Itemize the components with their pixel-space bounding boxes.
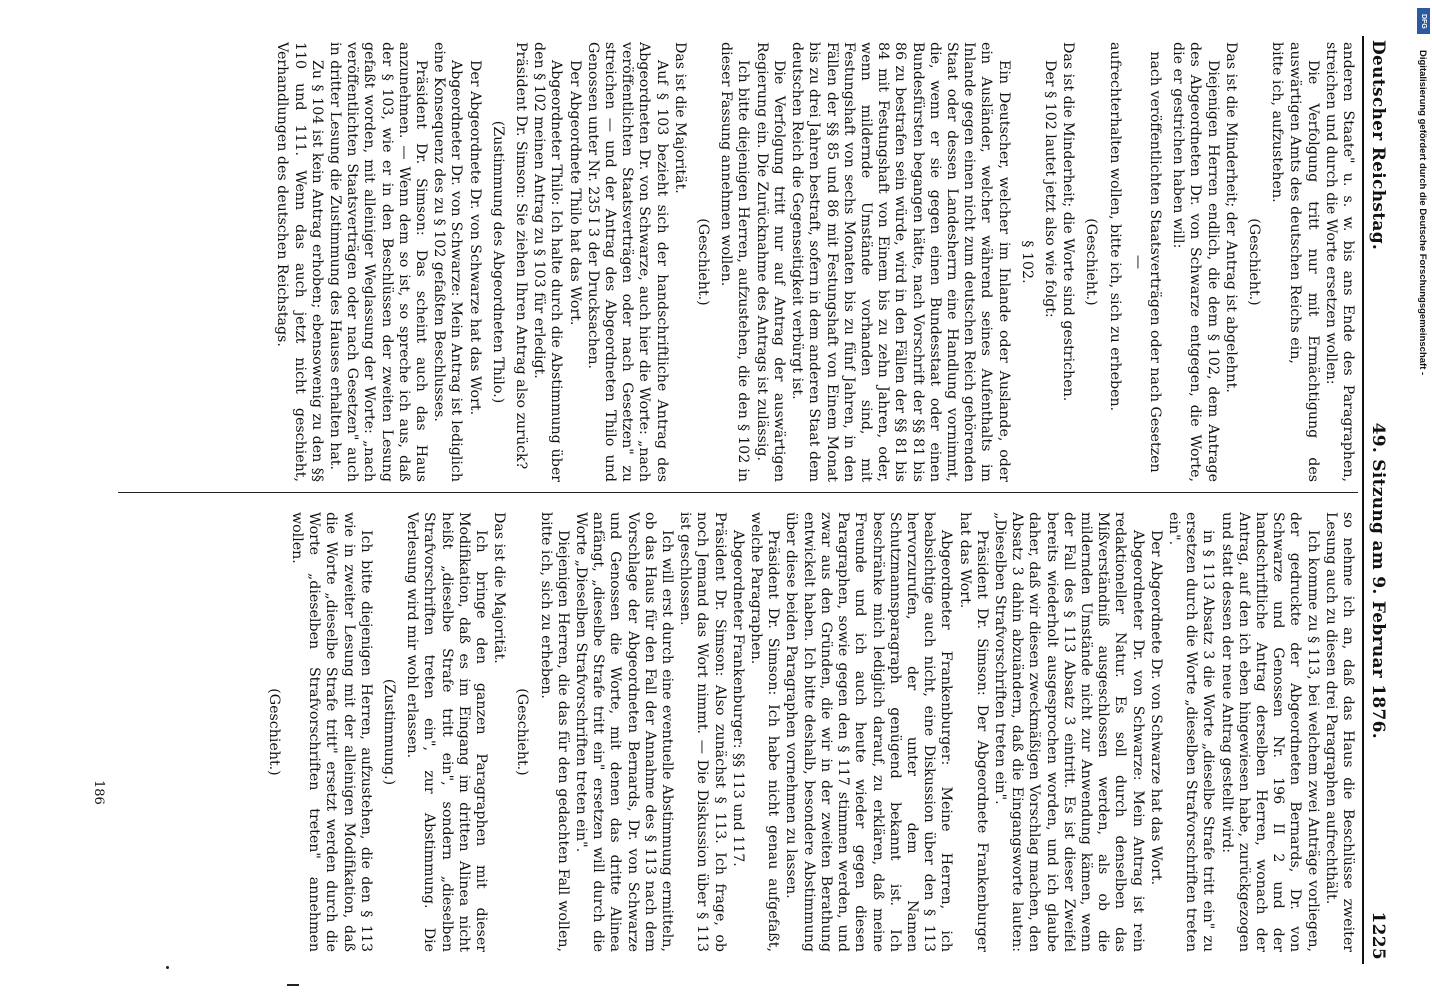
centered-line: (Geschieht.) <box>514 688 531 776</box>
left-column <box>86 42 1356 482</box>
centered-line: (Zustimmung.) <box>381 678 398 786</box>
paragraph: in § 113 Absatz 3 die Worte „dieselbe Strafe tritt ein" zu ersetzen durch die Worte „dieselben Strafvorschriften treten ein". <box>1165 512 1217 952</box>
centered-line: (Geschieht.) <box>1083 218 1100 306</box>
centered-line: § 102. <box>1018 240 1035 284</box>
paragraph: Das ist die Majorität. <box>491 512 508 664</box>
paragraph: bitte ich, aufzustehen. <box>1269 42 1286 203</box>
paragraph: aufrechterhalten wollen, bitte ich, sich zu erheben. <box>1106 42 1123 412</box>
paragraph: Abgeordneter Thilo: Ich halte durch die Abstimmung über den § 102 meinen Antrag zu § 103 für erledigt. <box>531 42 565 482</box>
paragraph: Die Verfolgung tritt nur mit Ermächtigung des auswärtigen Amts des deutschen Reichs ein, <box>1287 42 1321 482</box>
paragraph: Auf § 103 bezieht sich der handschriftliche Antrag des Abgeordneten Dr. von Schwarze, auch hier die Worte: „nach veröffentlichten Staatsverträgen oder nach Gesetzen" zu streichen — und der Antrag des Abgeordneten Thilo und Genossen unter Nr. 235 I 3 der Drucksachen. <box>584 42 670 482</box>
page-header <box>1368 40 1394 960</box>
header-left: Deutscher Reichstag. <box>1368 40 1388 251</box>
paragraph: Präsident Dr. Simson: Sie ziehen Ihren Antrag also zurück? <box>513 42 530 470</box>
paragraph: Das ist die Minderheit; die Worte sind gestrichen. <box>1060 42 1077 402</box>
paragraph: Präsident Dr. Simson: Der Abgeordnete Frankenburger hat das Wort. <box>956 512 990 952</box>
side-notice-text: Digitalisierung gefördert durch die Deutsche Forschungsgemeinschaft - <box>1417 50 1428 376</box>
paragraph: Der Abgeordnete Thilo hat das Wort. <box>566 60 583 326</box>
paragraph: Abgeordneter Dr. von Schwarze: Mein Antrag ist rein redaktioneller Natur. Es soll durch denselben das Mißverständniß ausgeschlossen werden, als ob die mildernden Umstände nicht zur Anwendung kämen, wenn der Fall des § 113 Absatz 3 eintritt. Es ist dieser Zweifel bereits wiederholt ausgesprochen worden, und ich glaube daher, daß wir diesen zweckmäßigen Vorschlag machen, den Absatz 3 dahin abzuändern, daß die Eingangsworte lauten: „Dieselben Strafvorschriften treten ein". <box>991 512 1146 952</box>
paragraph: Der Abgeordnete Dr. von Schwarze hat das Wort. <box>1147 530 1164 886</box>
header-center: 49. Sitzung am 9. Februar 1876. <box>1368 422 1388 740</box>
paragraph: Ein Deutscher, welcher im Inlande oder Auslande, oder ein Ausländer, welcher während seines Aufenthalts im Inlande gegen einen nicht zum deutschen Reich gehörenden Staat oder dessen Landesherrn eine Handlung vornimmt, die, wenn er sie gegen einen Bundesstaat oder einen Bundesfürsten begangen hätte, nach Vorschrift der §§ 81 bis 86 zu bestrafen sein würde, wird in den Fällen der §§ 81 bis 84 mit Festungshaft von Einem bis zu zehn Jahren, oder, wenn mildernde Umstände vorhanden sind, mit Festungshaft von sechs Monaten bis zu fünf Jahren, in den Fällen der §§ 85 und 86 mit Festungshaft von Einem Monat bis zu drei Jahren bestraft, sofern in dem anderen Staat dem deutschen Reich die Gegenseitigkeit verbürgt ist. <box>789 42 1012 482</box>
paragraph: Diejenigen Herren endlich, die dem § 102, dem Antrage des Abgeordneten Dr. von Schwarze entgegen, die Worte, die er gestrichen haben will: <box>1170 42 1221 482</box>
paragraph: Der Abgeordnete Dr. von Schwarze hat das Wort. <box>466 60 483 416</box>
signature-mark: 186 <box>91 780 106 805</box>
paragraph: Ich komme zu § 113, bei welchem zwei Anträge vorliegen, der gedruckte der Abgeordneten Bernards, Dr. von Schwarze und Genossen Nr. 196 II 2 und der handschriftliche Antrag derselben Herren, wonach der Antrag, auf den ich eben hingewiesen habe, zurückgezogen und statt dessen der neue Antrag gestellt wird: <box>1218 512 1321 952</box>
paragraph: Präsident Dr. Simson: Ich habe nicht genau aufgefaßt, welche Paragraphen. <box>748 512 782 952</box>
paragraph: Ich bitte diejenigen Herren, aufzustehen, die den § 102 in dieser Fassung annehmen wollen. <box>718 42 752 482</box>
paragraph: Abgeordneter Frankenburger: Meine Herren, ich beabsichtige auch nicht, eine Diskussion über den § 113 hervorzurufen, der unter dem Namen Schutzmannsparagraph genügend bekannt ist. Ich beschränke mich lediglich darauf, zu erklären, daß meine Freunde und ich auch heute wieder gegen diesen Paragraphen, sowie gegen den § 117 stimmen werden, und zwar aus den Gründen, die wir in der zweiten Berathung entwickelt haben. Ich bitte deshalb, besondere Abstimmung über diese beiden Paragraphen vornehmen zu lassen. <box>783 512 955 952</box>
right-column <box>86 512 1356 952</box>
paragraph: anderen Staate" u. s. w. bis ans Ende des Paragraphen, streichen und durch die Worte ersetzen wollen: <box>1322 42 1356 482</box>
paragraph: Präsident Dr. Simson: Das scheint auch das Haus anzunehmen. — Wenn dem so ist, so spreche ich aus, daß der § 103, wie er in den Beschlüssen der zweiten Lesung gefaßt worden, mit alleiniger Weglassung der Worte: „nach veröffentlichten Staatsverträgen oder nach Gesetzen" auch in dritter Lesung die Zustimmung des Hauses erhalten hat. <box>327 42 430 482</box>
side-notice <box>1416 10 1430 990</box>
centered-line: (Geschieht.) <box>265 688 282 776</box>
paragraph: Präsident Dr. Simson: Also zunächst § 113. Ich frage, ob noch Jemand das Wort nimmt. — Die Diskussion über § 113 ist geschlossen. <box>677 512 728 952</box>
header-rule <box>1362 36 1364 964</box>
column-divider <box>118 492 1358 493</box>
paragraph: Ich bringe den ganzen Paragraphen mit dieser Modifikation, daß es im Eingang im dritten Alinea nicht heißt „dieselbe Strafe tritt ein", sondern „dieselben Strafvorschriften treten ein", zur Abstimmung. Die Verlesung wird mir wohl erlassen. <box>404 512 490 952</box>
scan-speck <box>287 984 299 986</box>
paragraph: Zu § 104 ist kein Antrag erhoben; ebensowenig zu den §§ 110 und 111. Wenn das auch jetzt nicht geschieht, Verhandlungen des deutschen Reichstags. <box>274 42 325 482</box>
centered-line: (Geschieht.) <box>1245 218 1262 306</box>
paragraph: Die Verfolgung tritt nur auf Antrag der auswärtigen Regierung ein. Die Zurücknahme des Antrags ist zulässig. <box>753 42 787 482</box>
centered-line: nach veröffentlichten Staatsverträgen oder nach Gesetzen — <box>1129 51 1163 473</box>
paragraph: Das ist die Majorität. <box>671 42 688 194</box>
paragraph: so nehme ich an, daß das Haus die Beschlüsse zweiter Lesung auch zu diesen drei Paragraphen aufrechthält. <box>1322 512 1356 952</box>
page-number: 1225 <box>1368 911 1388 960</box>
paragraph: Diejenigen Herren, die das für den gedachten Fall wollen, bitte ich, sich zu erheben. <box>537 512 571 952</box>
rotated-page-content <box>16 0 1416 1000</box>
paragraph: Abgeordneter Frankenburger: §§ 113 und 117. <box>729 530 746 867</box>
centered-line: (Geschieht.) <box>695 218 712 306</box>
centered-line: (Zustimmung des Abgeordneten Thilo.) <box>489 120 506 404</box>
scan-speck <box>166 966 169 969</box>
paragraph: Abgeordneter Dr. von Schwarze: Mein Antrag ist lediglich eine Konsequenz des zu § 102 gefaßten Beschlusses. <box>431 42 465 482</box>
dfg-logo: DFG <box>1417 8 1430 34</box>
paragraph: Der § 102 lautet jetzt also wie folgt: <box>1041 60 1058 318</box>
paragraph: Ich bitte diejenigen Herren, aufzustehen, die den § 113 wie in zweiter Lesung mit der alleinigen Modifikation, daß die Worte „dieselbe Strafe tritt" ersetzt werden durch die Worte „dieselben Strafvorschriften treten" annehmen wollen. <box>289 512 374 952</box>
paragraph: Ich will erst durch eine eventuelle Abstimmung ermitteln, ob das Haus für den Fall der Annahme des § 113 nach dem Vorschlage der Abgeordneten Bernards, Dr. von Schwarze und Genossen die Worte, mit denen das dritte Alinea anfängt, „dieselbe Strafe tritt ein" ersetzen will durch die Worte „Dieselben Strafvorschriften treten ein". <box>573 512 676 952</box>
paragraph: Das ist die Minderheit; der Antrag ist abgelehnt. <box>1222 42 1239 393</box>
